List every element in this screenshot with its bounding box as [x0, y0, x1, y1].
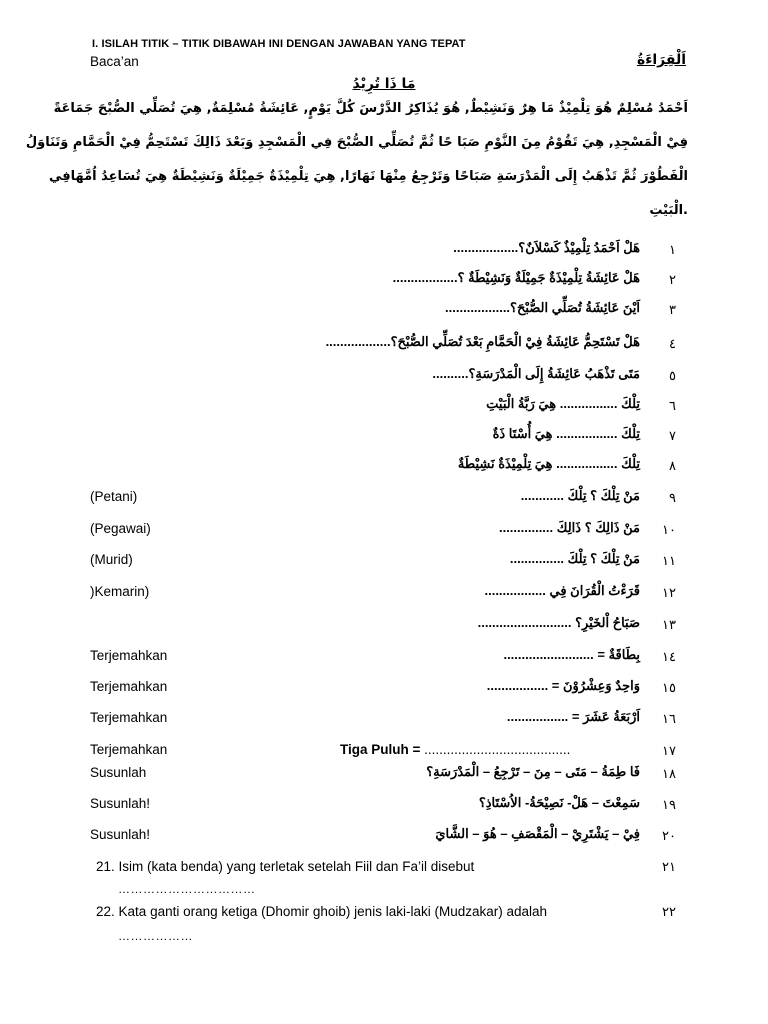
question-20-instruction: Susunlah! [90, 827, 151, 842]
question-19-number: ١٩ [662, 797, 676, 812]
question-17-answer-blank[interactable]: ....................................... [420, 742, 571, 757]
question-18-text[interactable]: فَا طِمَةُ – مَتَى – مِنَ – تَرْجِعُ – الْمَدْرَسَةِ؟ [426, 764, 640, 779]
question-14-instruction: Terjemahkan [90, 648, 168, 663]
question-14-number: ١٤ [662, 649, 676, 664]
reading-title: مَا ذَا تُرِيْدُ [352, 76, 416, 92]
question-16-text[interactable]: اَرْبَعَةُ عَشَرَ = ................. [506, 709, 640, 724]
question-3-number: ٣ [669, 302, 676, 317]
question-12-number: ١٢ [662, 585, 676, 600]
question-11-text[interactable]: مَنْ تِلْكَ ؟ تِلْكَ ............... [509, 551, 640, 566]
question-8-number: ٨ [669, 458, 676, 473]
question-14-text[interactable]: بِطَاقَةٌ = ......................... [503, 647, 640, 662]
question-22-number: ٢٢ [662, 905, 676, 920]
question-21-text: Isim (kata benda) yang terletak setelah Fiil dan Fa’il disebut [118, 859, 475, 874]
question-18-instruction: Susunlah [90, 765, 147, 780]
question-18-number: ١٨ [662, 766, 676, 781]
question-7-number: ٧ [669, 428, 676, 443]
passage-line-1: اَحْمَدُ مُسْلِمٌ هُوَ تِلْمِيْذٌ مَا هِرٌ وَنَشِيْطٌ, هُوَ يُذَاكِرُ الدَّرْسَ كُلَّ يَوْمٍ, عَائِشَةُ مُسْلِمَةٌ, هِيَ تُصَلِّي الصُّبْحَ جَمَاعَةً [53, 101, 688, 116]
passage-line-3: الْفَطُوْرَ ثُمَّ تَذْهَبُ إِلَى الْمَدْرَسَةِ صَبَاحًا وَتَرْجِعُ مِنْهَا نَهَارًا, هِيَ تِلْمِيْذَةٌ جَمِيْلَةٌ وَنَشِيْطَةٌ هِيَ تُسَاعِدُ اُمَّهَافِي [48, 169, 688, 184]
question-15-text[interactable]: وَاحِدٌ وَعِشْرُوْنَ = ................. [486, 678, 640, 693]
question-22-text: Kata ganti orang ketiga (Dhomir ghoib) jenis laki-laki (Mudzakar) adalah [118, 904, 548, 919]
question-16-instruction: Terjemahkan [90, 710, 168, 725]
question-13-text[interactable]: صَبَاحُ اْلخَيْرِ؟ .......................... [477, 615, 640, 630]
question-21 [96, 859, 474, 874]
question-11-instruction: (Murid) [90, 552, 133, 567]
question-5-number: ٥ [669, 368, 676, 383]
question-6-number: ٦ [669, 398, 676, 413]
question-17-number: ١٧ [662, 743, 676, 758]
question-19-text[interactable]: سَمِعْتَ – هَلْ- نَصِيْحَةُ- الاُسْتَاذِ؟ [478, 795, 640, 810]
question-6-text[interactable]: تِلْكَ ................ هِيَ رَبَّةُ الْبَيْتِ [486, 396, 640, 411]
question-13-number: ١٣ [662, 617, 676, 632]
question-19-instruction: Susunlah! [90, 796, 151, 811]
question-10-instruction: (Pegawai) [90, 521, 151, 536]
question-9-instruction: (Petani) [90, 489, 138, 504]
question-9-text[interactable]: مَنْ تِلْكَ ؟ تِلْكَ ............ [520, 488, 640, 503]
question-12-instruction: )Kemarin) [90, 584, 150, 599]
question-10-number: ١٠ [662, 522, 676, 537]
question-15-instruction: Terjemahkan [90, 679, 168, 694]
question-2-number: ٢ [669, 272, 676, 287]
question-7-text[interactable]: تِلْكَ ................. هِيَ أُسْتَا ذَةٌ [492, 426, 640, 441]
question-4-text[interactable]: هَلْ تَسْتَحِمُّ عَائِشَةُ فِيْ الْحَمَّامِ بَعْدَ تُصَلِّي الصُّبْحَ؟.................. [325, 334, 640, 349]
question-17-instruction: Terjemahkan [90, 742, 168, 757]
question-21-number: ٢١ [662, 860, 676, 875]
reading-label-arabic: اَلْقِرَاءَةُ [636, 52, 686, 68]
reading-label-latin: Baca’an [90, 54, 139, 69]
question-12-text[interactable]: قَرَءْتُ الْقُرَانَ فِي ................. [484, 583, 640, 598]
question-1-number: ١ [669, 242, 676, 257]
question-22-label: 22. [96, 904, 115, 919]
question-16-number: ١٦ [662, 711, 676, 726]
question-3-text[interactable]: اَيْنَ عَائِشَةُ تُصَلِّي الصُّبْحَ؟.................. [445, 300, 640, 315]
question-20-text[interactable]: فِيْ – يَشْتَرِيْ – الْمَقْصَفِ – هُوَ – الشَّايَ [435, 826, 640, 841]
question-21-label: 21. [96, 859, 115, 874]
question-8-text[interactable]: تِلْكَ ................. هِيَ تِلْمِيْذَةٌ نَشِيْطَةٌ [457, 456, 640, 471]
question-15-number: ١٥ [662, 680, 676, 695]
question-22-answer-blank[interactable]: ……………… [118, 929, 193, 943]
question-5-text[interactable]: مَتَى تَذْهَبُ عَائِشَةُ إِلَى الْمَدْرَسَةِ؟.......... [432, 366, 640, 381]
question-4-number: ٤ [669, 336, 676, 351]
question-2-text[interactable]: هَلْ عَائِشَةُ تِلْمِيْذَةٌ جَمِيْلَةٌ وَنَشِيْطَةٌ ؟.................. [392, 270, 640, 285]
passage-line-2: فِيْ الْمَسْجِدِ, هِيَ تَقُوْمُ مِنَ النَّوْمِ صَبَا حًا ثُمَّ تُصَلِّي الصُّبْحَ فِي الْمَسْجِدِ وَبَعْدَ ذَالِكَ تَسْتَحِمُّ فِيْ الْحَمَّامِ وَتَنَاوَلُ [25, 135, 688, 150]
question-9-number: ٩ [669, 490, 676, 505]
question-17-prompt: Tiga Puluh = [340, 742, 421, 757]
instruction-header: I. ISILAH TITIK – TITIK DIBAWAH INI DENGAN JAWABAN YANG TEPAT [92, 38, 466, 50]
question-21-answer-blank[interactable]: …………………………… [118, 882, 256, 896]
passage-line-4: .الْبَيْتِ [649, 203, 688, 218]
question-22 [96, 904, 547, 919]
question-10-text[interactable]: مَنْ ذَالِكَ ؟ ذَالِكَ ............... [498, 520, 640, 535]
question-17-latin-row [340, 742, 570, 757]
question-11-number: ١١ [662, 553, 676, 568]
question-20-number: ٢٠ [662, 828, 676, 843]
question-1-text[interactable]: هَلْ اَحْمَدُ تِلْمِيْذٌ كَسْلاَنٌ؟.................. [453, 240, 640, 255]
